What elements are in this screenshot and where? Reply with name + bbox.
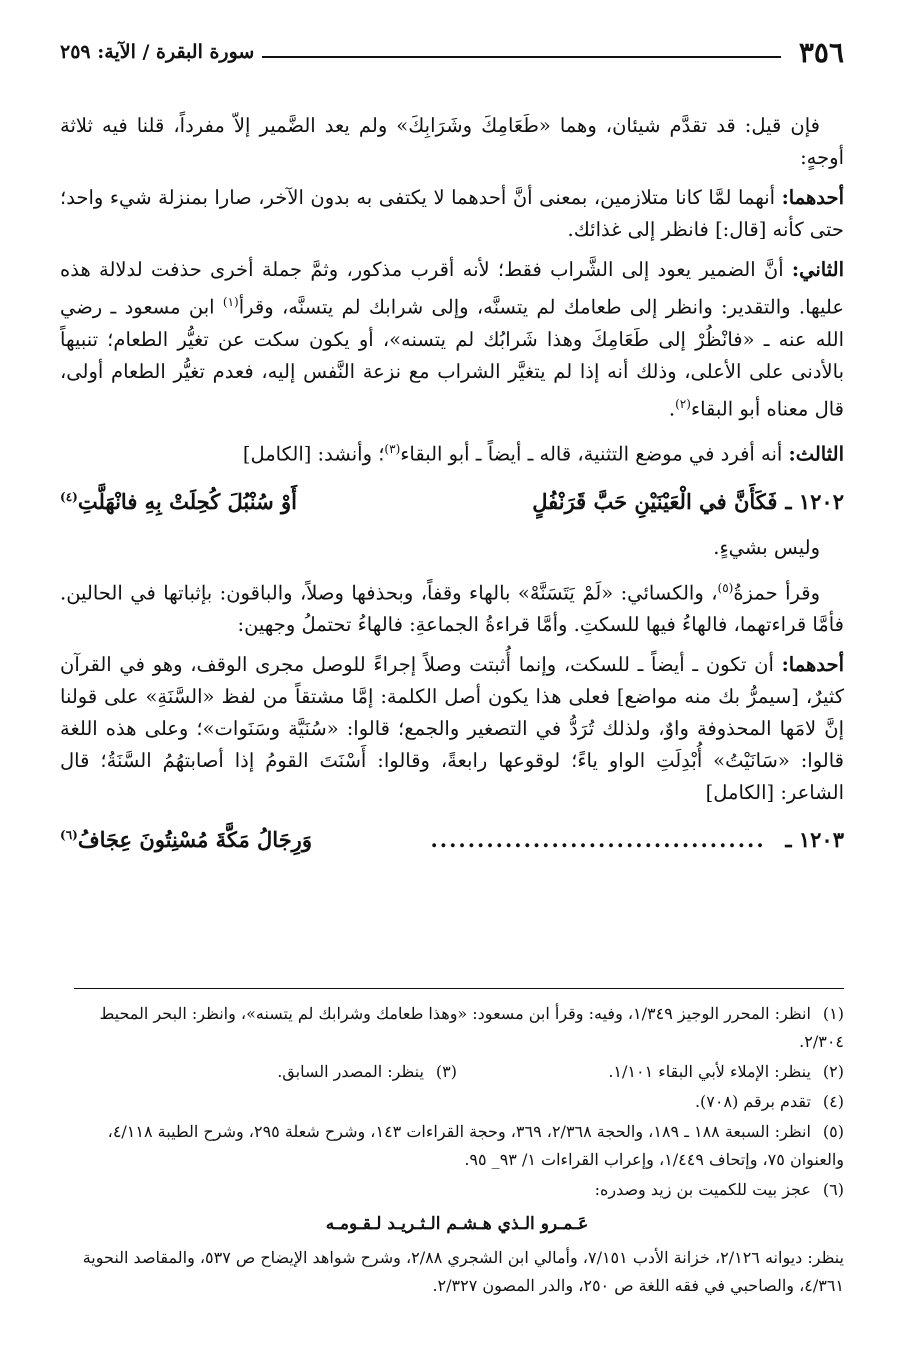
verse-second-hemistich: [60, 817, 419, 858]
paragraph-dismissal: [60, 532, 844, 564]
footnote-number: (٥): [822, 1122, 844, 1141]
footnote-ref-5[interactable]: (٥): [717, 580, 734, 595]
paragraph-text: أن تكون ـ أيضاً ـ للسكت، وإنما أُثبتت وصلاً إجراءً للوصل مجرى الوقف، وهو في القرآن كثيرٌ، [سيمرُّ بك منه مواضع] فعلى هذا يكون أصل الكلمة: إمَّا مشتقاً من لفظ «السَّنَةِ» على قولنا إنَّ لامَها المحذوفة واوٌ، ولذلك تُرَدُّ في التصغير والجمع؛ قالوا: «سُنَيَّة وسَنَوات»؛ وعلى هذه اللغة قالوا: «سَانَيْتُ» أُبْدِلَتِ الواو ياءً؛ لوقوعها رابعةً، وقالوا: أَسْنَتَ القومُ إذا أصابتهُمُ السَّنَةُ؛ قال الشاعر: [الكامل]: [60, 653, 844, 804]
aspect-heading: الثاني:: [791, 258, 844, 281]
footnote-text: انظر: السبعة ١٨٨ ـ ١٨٩، والحجة ٢/٣٦٨، ٣٦٩، وحجة القراءات ١٤٣، وشرح شعلة ٢٩٥، وشرح الطيبة ٤/١١٨، والعنوان ٧٥، وإتحاف ١/٤٤٩، وإعراب القراءات ١/ ٩٣_ ٩٥.: [107, 1122, 844, 1169]
footnote-2: [457, 1058, 844, 1086]
footnote-4: [70, 1088, 844, 1116]
paragraph-text: ، والكسائي: «لَمْ يَتَسَنَّهْ» بالهاء وقفاً، وبحذفها وصلاً، والباقون: بإثباتها في الحالين. فأمَّا قراءتهما، فالهاءُ فيها للسكتِ. وأمَّا قراءةُ الجماعةِ: فالهاءُ تحتملُ وجهين:: [60, 581, 844, 636]
page: [60, 30, 844, 870]
paragraph-first-aspect-2: [60, 649, 844, 809]
footnote-1: [70, 1000, 844, 1056]
footnote-3: [70, 1058, 457, 1086]
footnotes-divider: [74, 988, 844, 989]
footnotes: [70, 1000, 844, 1302]
paragraph-text: ابن مسعود ـ رضي الله عنه ـ «فانْظُرْ إلى طَعَامِكَ وهذا شَرابُك لم يتسنه»، أو يكون سكت عن تغيُّر الطعام؛ تنبيهاً بالأدنى على الأعلى، وذلك أنه إذا لم يتغيَّر الشراب مع نزعة النَّفس إليه، فعدم تغيُّر الطعام أولى، قال معناه أبو البقاء: [60, 295, 844, 420]
footnote-number: (٦): [822, 1180, 844, 1199]
paragraph-text: وقرأ حمزةُ: [733, 581, 820, 604]
paragraph-text: فإن قيل: قد تقدَّم شيئان، وهما «طَعَامِكَ وشَرَابِكَ» ولم يعد الضَّمير إلاّ مفرداً، قلنا فيه ثلاثة أوجهٍ:: [60, 114, 844, 169]
running-title: سورة البقرة / الآية: ٢٥٩: [60, 41, 255, 63]
main-text: [60, 110, 844, 858]
footnote-text: ينظر: الإملاء لأبي البقاء ١/١٠١.: [608, 1062, 811, 1081]
footnote-number: (١): [822, 1004, 844, 1023]
footnote-ref-1[interactable]: (١): [222, 295, 239, 309]
paragraph-text: أنه أفرد في موضع التثنية، قاله ـ أيضاً ـ أبو البقاء: [400, 442, 789, 466]
verse-omitted-hemistich: ....................................: [430, 827, 766, 852]
footnote-ref-2[interactable]: (٢): [675, 396, 691, 411]
paragraph-first-aspect: [60, 182, 844, 246]
footnote-text: عجز بيت للكميت بن زيد وصدره:: [594, 1180, 811, 1199]
footnote-6: [70, 1176, 844, 1204]
verse-first-hemistich: فَكَأَنَّ في الْعَيْنَيْنِ حَبَّ قَرَنْفُلٍ: [532, 488, 778, 514]
verse-text: وَرِجَالُ مَكَّةَ مُسْنِتُونَ عِجَافُ: [77, 827, 312, 852]
aspect-heading: الثالث:: [788, 442, 844, 466]
footnote-row-2-3: [70, 1058, 844, 1088]
verse-number: ١٢٠٣ ـ: [785, 827, 844, 852]
aspect-heading: أحدهما:: [781, 186, 844, 209]
paragraph-text: وليس بشيءٍ.: [713, 535, 820, 559]
footnote-6-references: [70, 1244, 844, 1300]
footnote-ref-3[interactable]: (٣): [384, 442, 401, 456]
paragraph-text: أنَّ الضمير يعود إلى الشَّراب فقط؛ لأنه أقرب مذكور، وثمَّ جملة أخرى حذفت لدلالة هذه عليها. والتقدير: وانظر إلى طعامك لم يتسنَّه، وإلى شرابك لم يتسنَّه، وقرأ: [60, 258, 844, 319]
paragraph-question: [60, 110, 844, 174]
footnote-text: ينظر: ديوانه ٢/١٢٦، خزانة الأدب ٧/١٥١، وأمالي ابن الشجري ٢/٨٨، وشرح شواهد الإيضاح ص ٥٣٧، والمقاصد النحوية ٤/٣٦١، والصاحبي في فقه اللغة ص ٢٥٠، والدر المصون ٢/٣٢٧.: [82, 1248, 844, 1295]
footnote-text: انظر: المحرر الوجيز ١/٣٤٩، وفيه: وقرأ ابن مسعود: «وهذا طعامك وشرابك لم يتسنه»، وانظر: البحر المحيط ٢/٣٠٤.: [99, 1004, 844, 1051]
paragraph-readings: [60, 572, 844, 642]
aspect-heading: أحدهما:: [781, 653, 844, 676]
header-rule: [262, 56, 781, 58]
footnote-ref-4[interactable]: (٤): [60, 489, 78, 504]
footnote-text: ينظر: المصدر السابق.: [277, 1062, 424, 1081]
footnote-number: (٣): [435, 1062, 457, 1081]
paragraph-text: ؛ وأنشد: [الكامل]: [242, 442, 385, 466]
page-header: [60, 30, 844, 74]
verse-text: أَوْ سُنْبُلَ كُحِلَتْ بِهِ فانْهَلَّتِ: [77, 488, 297, 514]
footnote-verse: عَـمـرو الـذي هـشـم الـثـريـد لـقـومـه: [325, 1214, 589, 1234]
paragraph-third-aspect: [60, 433, 844, 471]
footnote-ref-6[interactable]: (٦): [60, 828, 78, 842]
poetry-verse-1202: [60, 479, 844, 520]
poetry-verse-1203: [60, 817, 844, 858]
page-number: ٣٥٦: [798, 35, 844, 69]
footnote-text: تقدم برقم (٧٠٨).: [694, 1092, 811, 1111]
paragraph-text: .: [668, 397, 676, 420]
paragraph-text: أنهما لمَّا كانا متلازمين، بمعنى أنَّ أحدهما لا يكتفى به بدون الآخر، صارا بمنزلة شيء واحد؛ حتى كأنه [قال:] فانظر إلى غذائك.: [60, 186, 844, 241]
verse-second-hemistich: [60, 479, 419, 520]
paragraph-second-aspect: [60, 254, 844, 425]
footnote-5: [70, 1118, 844, 1174]
verse-number: ١٢٠٢ ـ: [785, 488, 844, 514]
footnote-number: (٢): [822, 1062, 844, 1081]
footnote-number: (٤): [822, 1092, 844, 1111]
